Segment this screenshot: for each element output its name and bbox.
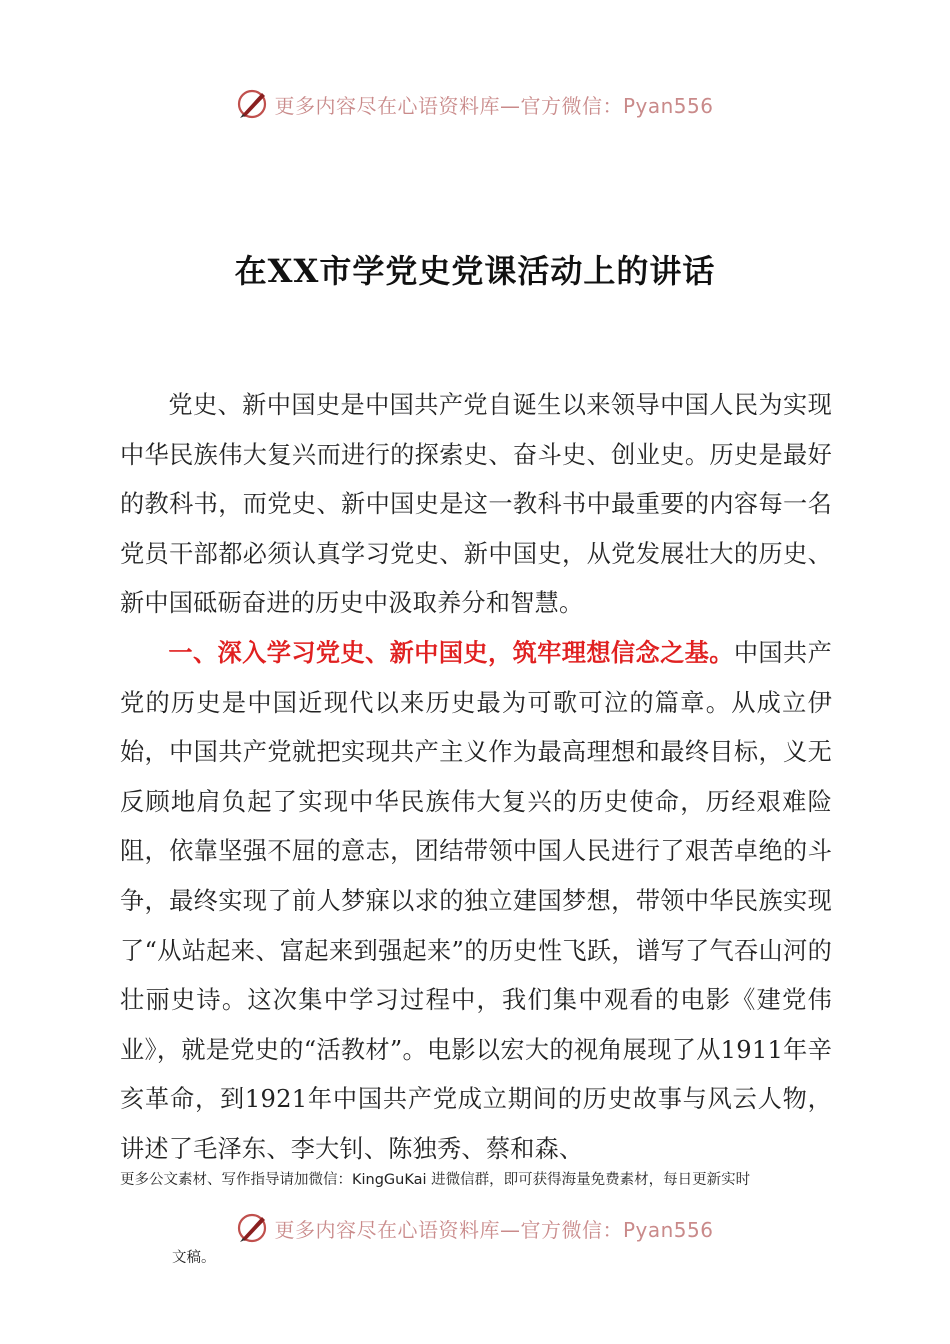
- footer-note-continued: 文稿。: [172, 1250, 216, 1266]
- watermark-text-top: 更多内容尽在心语资料库—官方微信：Pyan556: [274, 93, 714, 118]
- footer-note: 更多公文素材、写作指导请加微信：KingGuKai 进微信群，即可获得海量免费素材，每日更新实时: [120, 1172, 751, 1188]
- paragraph-intro: 党史、新中国史是中国共产党自诞生以来领导中国人民为实现中华民族伟大复兴而进行的探索史、奋斗史、创业史。历史是最好的教科书，而党史、新中国史是这一教科书中最重要的内容每一名党员干部都必须认真学习党史、新中国史，从党发展壮大的历史、新中国砥砺奋进的历史中汲取养分和智慧。: [120, 391, 832, 618]
- watermark-text-bottom: 更多内容尽在心语资料库—官方微信：Pyan556: [274, 1217, 714, 1242]
- watermark-banner-bottom: [0, 1210, 950, 1246]
- paragraph-section-one: [120, 629, 832, 1175]
- document-body: [120, 381, 832, 1175]
- document-title: 在XX市学党史党课活动上的讲话: [234, 252, 716, 290]
- section-body: 中国共产党的历史是中国近现代以来历史最为可歌可泣的篇章。从成立伊始，中国共产党就把实现共产主义作为最高理想和最终目标，义无反顾地肩负起了实现中华民族伟大复兴的历史使命，历经艰难险阻，依靠坚强不屈的意志，团结带领中国人民进行了艰苦卓绝的斗争，最终实现了前人梦寐以求的独立建国梦想，带领中华民族实现了“从站起来、富起来到强起来”的历史性飞跃，谱写了气吞山河的壮丽史诗。这次集中学习过程中，我们集中观看的电影《建党伟业》，就是党史的“活教材”。电影以宏大的视角展现了从1911年辛亥革命，到1921年中国共产党成立期间的历史故事与风云人物，讲述了毛泽东、李大钊、陈独秀、蔡和森、: [120, 638, 832, 1163]
- watermark-banner-top: [0, 86, 950, 122]
- pen-logo-icon: [236, 1211, 270, 1245]
- section-heading: 一、深入学习党史、新中国史，筑牢理想信念之基。: [168, 638, 734, 667]
- pen-logo-icon: [236, 87, 270, 121]
